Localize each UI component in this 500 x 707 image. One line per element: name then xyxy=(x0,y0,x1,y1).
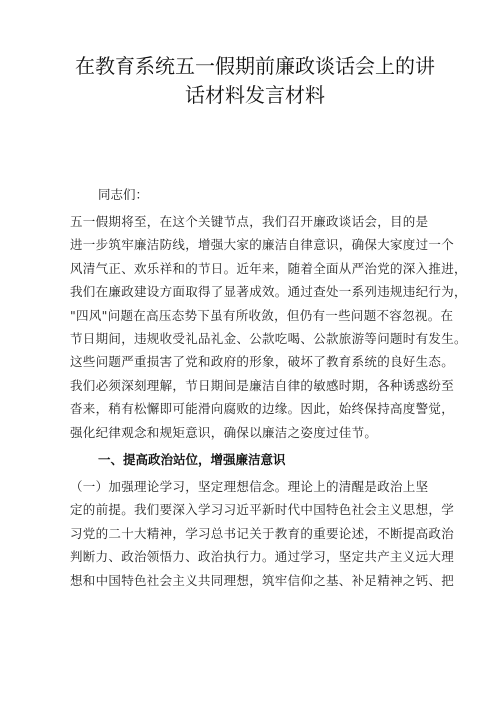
text-line: 想和中国特色社会主义共同理想，筑牢信仰之基、补足精神之钙、把 xyxy=(70,572,455,588)
text-line: 沓来，稍有松懈即可能滑向腐败的边缘。因此，始终保持高度警觉， xyxy=(70,401,455,417)
text-line: 我们必须深刻理解，节日期间是廉洁自律的敏感时期，各种诱惑纷至 xyxy=(70,377,455,393)
paragraph-section-1 xyxy=(70,475,455,592)
section-heading-1: 一、提高政治站位，增强廉洁意识 xyxy=(98,452,286,468)
text-line: 五一假期将至，在这个关键节点，我们召开廉政谈话会，目的是 xyxy=(70,214,429,229)
text-line: 进一步筑牢廉洁防线，增强大家的廉洁自律意识，确保大家度过一个 xyxy=(70,237,455,253)
text-line: 习党的二十大精神，学习总书记关于教育的重要论述，不断提高政治 xyxy=(70,525,455,541)
text-line: 这些问题严重损害了党和政府的形象，破坏了教育系统的良好生态。 xyxy=(70,354,455,370)
text-line: （一）加强理论学习，坚定理想信念。理论上的清醒是政治上坚 xyxy=(70,479,429,495)
text-line: 判断力、政治领悟力、政治执行力。通过学习，坚定共产主义远大理 xyxy=(70,549,455,565)
text-line: "四风"问题在高压态势下虽有所收敛，但仍有一些问题不容忽视。在 xyxy=(70,307,454,323)
text-line: 风清气正、欢乐祥和的节日。近年来，随着全面从严治党的深入推进， xyxy=(70,260,467,276)
text-line: 强化纪律观念和规矩意识，确保以廉洁之姿度过佳节。 xyxy=(70,424,378,440)
text-line: 定的前提。我们要深入学习习近平新时代中国特色社会主义思想，学 xyxy=(70,502,455,518)
title-line: 在教育系统五一假期前廉政谈话会上的讲 xyxy=(75,54,435,78)
paragraph-intro xyxy=(70,210,467,444)
text-line: 我们在廉政建设方面取得了显著成效。通过查处一系列违规违纪行为， xyxy=(70,284,467,300)
salutation: 同志们： xyxy=(98,187,149,202)
document-title xyxy=(70,52,440,110)
text-line: 节日期间，违规收受礼品礼金、公款吃喝、公款旅游等问题时有发生。 xyxy=(70,331,467,347)
title-line: 话材料发言材料 xyxy=(185,83,325,107)
